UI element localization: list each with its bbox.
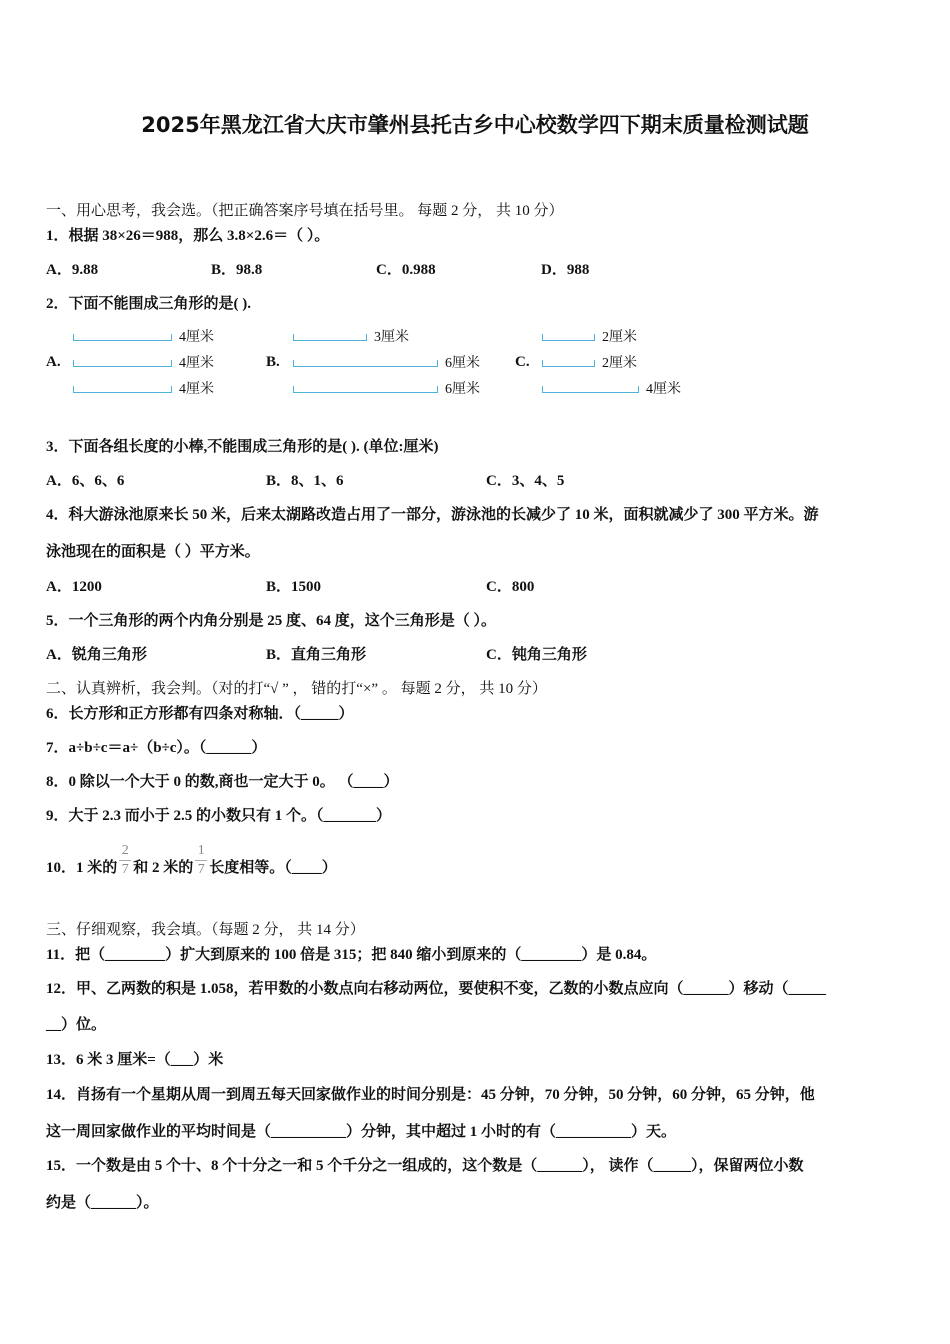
q4-options [46, 577, 904, 597]
segment [73, 386, 172, 393]
question-6: 6．长方形和正方形都有四条对称轴．（_____） [46, 706, 354, 722]
q3-options [46, 471, 904, 491]
section-2-heading: 二、认真辨析，我会判。（对的打“√ ” ， 错的打“×” 。 每题 2 分， 共 10 分） [46, 681, 547, 697]
q2-figure [46, 322, 904, 402]
question-14: 14．肖扬有一个星期从周一到周五每天回家做作业的时间分别是：45 分钟，70 分钟，50 分钟，60 分钟，65 分钟，他 [46, 1087, 815, 1103]
q10-text-c: 长度相等。（____） [209, 860, 337, 876]
segment-label: 4厘米 [646, 382, 681, 397]
question-14-cont: 这一周回家做作业的平均时间是（__________）分钟，其中超过 1 小时的有（__________）天。 [46, 1124, 677, 1140]
q2-option-b: B. [266, 353, 280, 370]
question-4: 4．科大游泳池原来长 50 米，后来太湖路改造占用了一部分，游泳池的长减少了 10 米，面积就减少了 300 平方米。游 [46, 507, 819, 523]
segment-label: 4厘米 [179, 382, 214, 397]
denominator: 7 [121, 862, 129, 877]
segment [542, 334, 595, 341]
q3-option-a: A．6、6、6 [46, 473, 125, 489]
segment [542, 360, 595, 367]
denominator: 7 [197, 862, 205, 877]
segment [542, 386, 639, 393]
question-11: 11．把（________）扩大到原来的 100 倍是 315；把 840 缩小到原来的（________）是 0.84。 [46, 947, 657, 963]
question-10 [46, 843, 904, 878]
segment-label: 2厘米 [602, 356, 637, 371]
question-7: 7．a÷b÷c＝a÷（b÷c）。（______） [46, 740, 267, 756]
section-3-heading: 三、仔细观察，我会填。（每题 2 分， 共 14 分） [46, 922, 365, 938]
numerator: 2 [121, 843, 129, 858]
q2-option-a-group [46, 322, 266, 402]
question-12: 12．甲、乙两数的积是 1.058，若甲数的小数点向右移动两位，要使积不变，乙数的小数点应向（______）移动（_____ [46, 981, 827, 997]
segment [73, 334, 172, 341]
q1-options [46, 260, 904, 280]
q2-option-c: C. [515, 353, 530, 370]
question-2: 2．下面不能围成三角形的是( ). [46, 296, 251, 312]
q1-option-d: D．988 [541, 262, 590, 278]
q2-option-b-group [266, 322, 515, 402]
segment-label: 4厘米 [179, 330, 214, 345]
segment [73, 360, 172, 367]
segment [293, 360, 438, 367]
question-13: 13．6 米 3 厘米=（___）米 [46, 1052, 224, 1068]
q10-text-a: 10．1 米的 [46, 860, 118, 876]
question-8: 8．0 除以一个大于 0 的数,商也一定大于 0。 （____） [46, 774, 399, 790]
q5-option-b: B．直角三角形 [266, 647, 367, 663]
q3-option-b: B．8、1、6 [266, 473, 344, 489]
segment-label: 3厘米 [374, 330, 409, 345]
question-4-cont: 泳池现在的面积是（ ）平方米。 [46, 544, 260, 560]
segment-label: 6厘米 [445, 356, 480, 371]
segment-label: 4厘米 [179, 356, 214, 371]
question-12-cont: __）位。 [46, 1017, 107, 1033]
question-1: 1．根据 38×26＝988，那么 3.8×2.6＝（ ）。 [46, 228, 330, 244]
segment [293, 386, 438, 393]
fraction-2-7 [119, 843, 131, 878]
numerator: 1 [197, 843, 205, 858]
q3-option-c: C．3、4、5 [486, 473, 565, 489]
question-15-cont: 约是（______）。 [46, 1195, 159, 1211]
q5-options [46, 645, 904, 665]
question-5: 5．一个三角形的两个内角分别是 25 度、64 度，这个三角形是（ ）。 [46, 613, 497, 629]
segment [293, 334, 367, 341]
q5-option-c: C．钝角三角形 [486, 647, 587, 663]
q4-option-c: C．800 [486, 579, 535, 595]
fraction-1-7 [195, 843, 207, 878]
q5-option-a: A．锐角三角形 [46, 647, 147, 663]
q1-option-c: C．0.988 [376, 262, 436, 278]
q1-option-a: A．9.88 [46, 262, 99, 278]
segment-label: 2厘米 [602, 330, 637, 345]
question-15: 15．一个数是由 5 个十、8 个十分之一和 5 个千分之一组成的，这个数是（______）， 读作（_____），保留两位小数 [46, 1158, 804, 1174]
section-1-heading: 一、用心思考，我会选。（把正确答案序号填在括号里。 每题 2 分， 共 10 分） [46, 203, 564, 219]
q10-text-b: 和 2 米的 [133, 860, 194, 876]
segment-label: 6厘米 [445, 382, 480, 397]
q2-option-a: A. [46, 353, 61, 370]
page-title: 2025年黑龙江省大庆市肇州县托古乡中心校数学四下期末质量检测试题 [141, 113, 809, 137]
q2-option-c-group [515, 322, 681, 402]
q4-option-b: B．1500 [266, 579, 322, 595]
q1-option-b: B．98.8 [211, 262, 263, 278]
question-9: 9．大于 2.3 而小于 2.5 的小数只有 1 个。（_______） [46, 808, 392, 824]
q4-option-a: A．1200 [46, 579, 102, 595]
question-3: 3．下面各组长度的小棒,不能围成三角形的是( ). (单位:厘米) [46, 439, 439, 455]
